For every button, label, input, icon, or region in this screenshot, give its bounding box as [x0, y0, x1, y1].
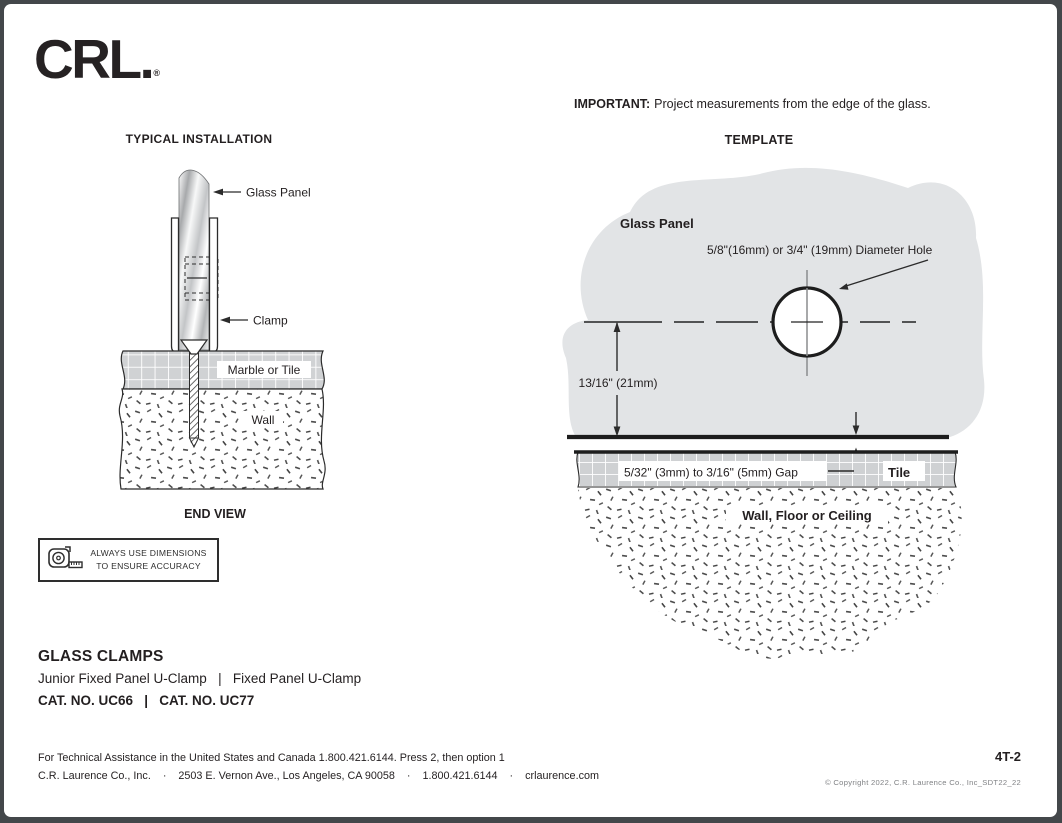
glass-panel-shape — [179, 170, 209, 350]
datasheet-page — [4, 4, 1057, 817]
gap-callout — [619, 461, 854, 481]
tape-measure-icon — [46, 545, 86, 575]
glass-panel-label: Glass Panel — [246, 185, 311, 200]
wall-label: Wall — [251, 413, 275, 427]
crl-logo — [34, 28, 160, 90]
accuracy-box — [38, 538, 219, 582]
tile-label: Tile — [888, 465, 911, 480]
marble-tile-callout — [217, 361, 311, 378]
accuracy-line2: TO ENSURE ACCURACY — [96, 561, 201, 571]
product-catalog-numbers: CAT. NO. UC66 | CAT. NO. UC77 — [38, 693, 255, 708]
wall-floor-ceiling-label: Wall, Floor or Ceiling — [742, 508, 872, 523]
glass-panel-callout — [213, 186, 311, 200]
template-glass-panel-label: Glass Panel — [620, 216, 694, 231]
page-code: 4T-2 — [994, 749, 1021, 764]
wall-callout — [243, 411, 283, 428]
clamp-label: Clamp — [253, 313, 288, 328]
hole-diameter-label: 5/8"(16mm) or 3/4" (19mm) Diameter Hole — [707, 243, 933, 257]
footer-company-line: C.R. Laurence Co., Inc. · 2503 E. Vernon Ave., Los Angeles, CA 90058 · 1.800.421.6144 · crlaurence.com — [38, 770, 599, 782]
product-heading: GLASS CLAMPS — [38, 648, 164, 665]
glass-panel-region — [562, 168, 984, 437]
end-view-caption: END VIEW — [184, 507, 246, 521]
typical-installation-title: TYPICAL INSTALLATION — [125, 132, 273, 146]
clamp-callout — [220, 314, 288, 328]
crl-logo-text: CRL. — [34, 28, 153, 90]
template-diagram — [540, 150, 990, 660]
important-label: IMPORTANT: — [574, 97, 651, 111]
typical-installation-diagram — [101, 156, 361, 526]
marble-tile-label: Marble or Tile — [227, 363, 301, 377]
wall-layer — [119, 389, 325, 489]
important-text: Project measurements from the edge of the glass. — [654, 97, 931, 111]
accuracy-text — [86, 547, 211, 573]
template-title: TEMPLATE — [724, 133, 794, 147]
copyright-line: © Copyright 2022, C.R. Laurence Co., Inc_SDT22_22 — [825, 778, 1021, 787]
product-subtitle: Junior Fixed Panel U-Clamp | Fixed Panel U-Clamp — [38, 671, 362, 686]
accuracy-line1: ALWAYS USE DIMENSIONS — [90, 548, 207, 559]
important-note — [574, 97, 931, 111]
wall-callout-template — [726, 506, 888, 524]
edge-distance-label: 13/16" (21mm) — [578, 376, 658, 390]
footer-assistance-line: For Technical Assistance in the United States and Canada 1.800.421.6144. Press 2, then option 1 — [38, 752, 505, 764]
tile-callout — [883, 461, 925, 481]
gap-label: 5/32" (3mm) to 3/16" (5mm) Gap — [624, 465, 798, 480]
registered-mark: ® — [153, 68, 160, 78]
